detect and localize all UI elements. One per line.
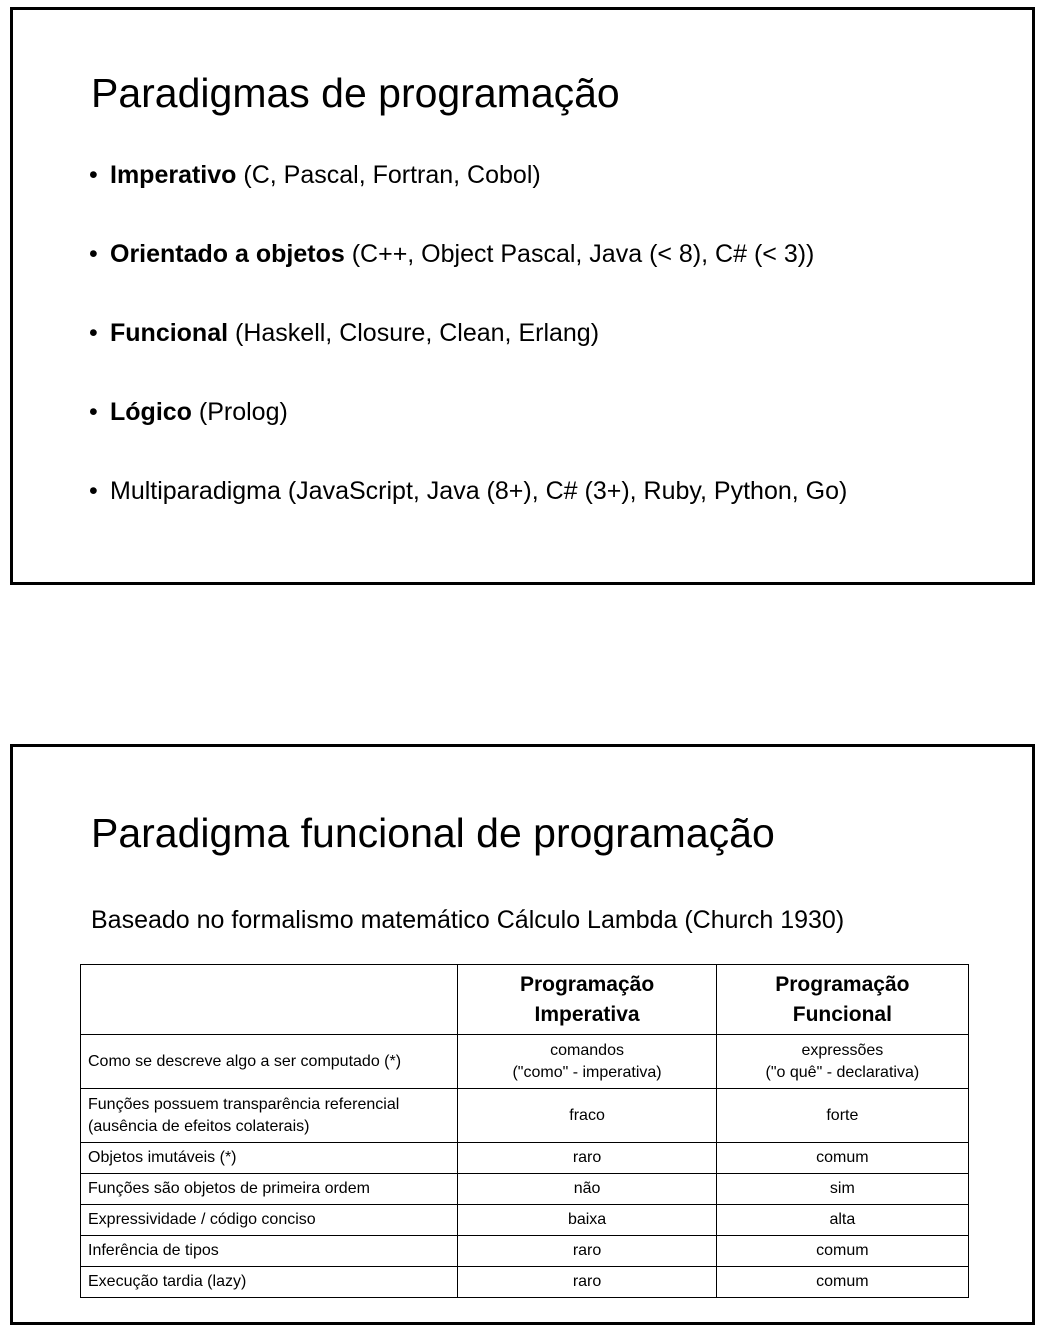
- table-row: [81, 1035, 969, 1089]
- cell-line: Objetos imutáveis (*): [88, 1149, 237, 1166]
- cell-functional: [716, 1205, 968, 1236]
- slide-paradigmas: [10, 7, 1035, 585]
- cell-line: Inferência de tipos: [88, 1242, 219, 1259]
- paradigm-term: Imperativo: [110, 161, 237, 189]
- list-item: [89, 318, 847, 397]
- cell-line: Expressividade / código conciso: [88, 1211, 316, 1228]
- header-line: Programação: [519, 972, 655, 996]
- header-line: Imperativa: [534, 1002, 640, 1026]
- comparison-table: [80, 964, 969, 1298]
- cell-imperative: [458, 1035, 716, 1089]
- cell-line: comum: [816, 1242, 869, 1259]
- list-item: [89, 476, 847, 555]
- bullet-icon: •: [89, 240, 98, 268]
- paradigm-languages: (Haskell, Closure, Clean, Erlang): [228, 319, 600, 347]
- bullet-icon: •: [89, 319, 98, 347]
- cell-line: raro: [572, 1273, 602, 1290]
- row-label: [81, 1035, 458, 1089]
- cell-line: ("como" - imperativa): [512, 1063, 662, 1081]
- list-item: [89, 397, 847, 476]
- cell-line: expressões: [801, 1041, 884, 1059]
- paradigm-languages: (Prolog): [191, 398, 288, 426]
- header-cell-empty: [81, 965, 458, 1035]
- cell-imperative: [458, 1174, 716, 1205]
- cell-functional: [716, 1035, 968, 1089]
- paradigm-list: [89, 160, 847, 555]
- cell-line: fraco: [569, 1106, 605, 1124]
- slide-subtitle: Baseado no formalismo matemático Cálculo Lambda (Church 1930): [91, 906, 845, 934]
- cell-line: comandos: [550, 1041, 624, 1059]
- cell-functional: [716, 1174, 968, 1205]
- table-row: [81, 1174, 969, 1205]
- cell-line: Como se descreve algo a ser computado (*): [88, 1052, 402, 1070]
- bullet-icon: •: [89, 161, 98, 189]
- cell-functional: [716, 1236, 968, 1267]
- paradigm-languages: (C++, Object Pascal, Java (< 8), C# (< 3)): [344, 240, 815, 268]
- cell-imperative: [458, 1236, 716, 1267]
- table-header-row: [81, 965, 969, 1035]
- header-cell-imperative: [458, 965, 716, 1035]
- row-label: [81, 1143, 458, 1174]
- slide-title: Paradigma funcional de programação: [91, 810, 775, 856]
- cell-line: comum: [816, 1273, 869, 1290]
- cell-line: raro: [572, 1242, 602, 1259]
- cell-line: (ausência de efeitos colaterais): [88, 1117, 310, 1135]
- slide-paradigma-funcional: [10, 744, 1035, 1325]
- list-item: [89, 160, 847, 239]
- header-line: Programação: [775, 972, 910, 996]
- cell-line: Funções possuem transparência referencial: [88, 1095, 400, 1113]
- paradigm-languages: Multiparadigma (JavaScript, Java (8+), C# (3+), Ruby, Python, Go): [110, 477, 848, 505]
- cell-line: Funções são objetos de primeira ordem: [88, 1180, 370, 1197]
- cell-line: Execução tardia (lazy): [88, 1273, 247, 1290]
- table-row: [81, 1205, 969, 1236]
- table-row: [81, 1267, 969, 1298]
- table-row: [81, 1143, 969, 1174]
- table-row: [81, 1089, 969, 1143]
- cell-line: comum: [816, 1149, 869, 1166]
- cell-line: baixa: [567, 1211, 607, 1228]
- cell-line: não: [573, 1180, 601, 1197]
- header-line: Funcional: [792, 1002, 892, 1026]
- cell-functional: [716, 1143, 968, 1174]
- cell-line: ("o quê" - declarativa): [765, 1063, 920, 1081]
- paradigm-term: Lógico: [110, 398, 192, 426]
- row-label: [81, 1267, 458, 1298]
- cell-functional: [716, 1267, 968, 1298]
- cell-line: sim: [829, 1180, 855, 1197]
- cell-line: alta: [829, 1211, 856, 1228]
- cell-imperative: [458, 1143, 716, 1174]
- slide-title: Paradigmas de programação: [91, 70, 620, 116]
- row-label: [81, 1236, 458, 1267]
- cell-imperative: [458, 1267, 716, 1298]
- bullet-icon: •: [89, 398, 98, 426]
- row-label: [81, 1089, 458, 1143]
- table-row: [81, 1236, 969, 1267]
- cell-imperative: [458, 1089, 716, 1143]
- row-label: [81, 1174, 458, 1205]
- header-cell-functional: [716, 965, 968, 1035]
- row-label: [81, 1205, 458, 1236]
- cell-line: forte: [826, 1106, 859, 1124]
- list-item: [89, 239, 847, 318]
- paradigm-term: Funcional: [110, 319, 229, 347]
- paradigm-languages: (C, Pascal, Fortran, Cobol): [236, 161, 541, 189]
- cell-functional: [716, 1089, 968, 1143]
- cell-imperative: [458, 1205, 716, 1236]
- cell-line: raro: [572, 1149, 602, 1166]
- paradigm-term: Orientado a objetos: [110, 240, 345, 268]
- bullet-icon: •: [89, 477, 98, 505]
